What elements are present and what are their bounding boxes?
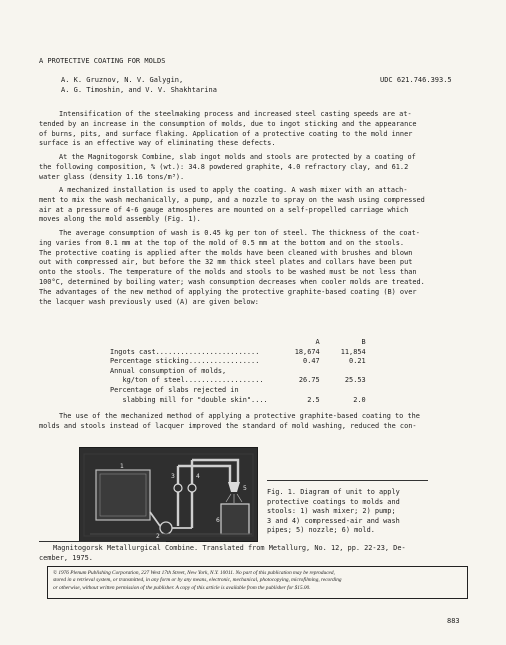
value-b — [320, 386, 366, 396]
row-label: Ingots cast......................... — [110, 347, 260, 356]
author-line-2: A. G. Timoshin, and V. V. Shakhtarina — [61, 86, 217, 94]
figure-label-3: 3 — [171, 473, 175, 480]
value-a: 26.75 — [298, 376, 320, 385]
text-line: The use of the mechanized method of applying a protective graphite-based coating to the — [59, 412, 420, 420]
footnote-line: cember, 1975. — [39, 553, 93, 562]
caption-line: 3 and 4) compressed-air and wash — [267, 516, 400, 525]
text-line: The protective coating is applied after the molds have been cleaned with brushes and blown — [39, 248, 413, 257]
table-row — [110, 348, 366, 358]
table-row — [110, 396, 366, 406]
figure-label-1: 1 — [120, 463, 124, 470]
table-corner — [110, 338, 268, 348]
author-line-1: A. K. Gruznov, N. V. Galygin, — [61, 76, 184, 84]
figure-label-4: 4 — [196, 473, 200, 480]
text-line: water glass (density 1.16 tons/m³). — [39, 172, 185, 181]
table-row — [110, 376, 366, 386]
value-b: 25.53 — [344, 376, 366, 385]
text-line: ing varies from 0.1 mm at the top of the mold of 0.5 mm at the bottom and on the stools. — [39, 238, 405, 247]
table-row — [110, 357, 366, 367]
copyright-line: or otherwise, without written permission of the publisher. A copy of this article is available from the publisher for $15.00. — [53, 584, 311, 591]
text-line: surface is an effective way of eliminating these defects. — [39, 139, 276, 148]
value-a: 0.47 — [303, 357, 320, 366]
value-b — [320, 367, 366, 377]
comparison-table — [110, 338, 366, 405]
figure-label-2: 2 — [156, 533, 160, 540]
valve-shape — [174, 484, 182, 492]
text-line: At the Magnitogorsk Combine, slab ingot molds and stools are protected by a coating of — [59, 153, 416, 161]
copyright-line: © 1976 Plenum Publishing Corporation, 227 West 17th Street, New York, N.Y. 10011. No part of this publication may be reproduced, — [53, 570, 335, 576]
paragraph-1 — [39, 110, 473, 149]
coating-unit-diagram — [80, 448, 257, 541]
footnote-separator — [39, 541, 166, 542]
page-number: 883 — [447, 617, 460, 625]
value-b: 2.0 — [353, 395, 366, 404]
footnote-line: Magnitogorsk Metallurgical Combine. Translated from Metallurg, No. 12, pp. 22-23, De- — [53, 544, 406, 552]
mold-shape — [221, 504, 249, 534]
text-line: The average consumption of wash is 0.45 kg per ton of steel. The thickness of the coat- — [59, 229, 420, 237]
text-line: ment to mix the wash mechanically, a pump, and a nozzle to spray on the wash using compressed — [39, 195, 425, 204]
copyright-line: stored in a retrieval system, or transmitted, in any form or by any means, electronic, mechanical, photocopying, microfilming, recording — [53, 577, 342, 584]
paragraph-2 — [39, 153, 473, 182]
column-header-b: B — [361, 338, 366, 346]
text-line: moves along the mold assembly (Fig. 1). — [39, 215, 201, 224]
text-line: onto the stools. The temperature of the molds and stools to be washed must be not less than — [39, 268, 417, 277]
figure-1-caption — [267, 488, 400, 536]
text-line: the lacquer wash previously used (A) are given below: — [39, 297, 259, 306]
valve-shape — [188, 484, 196, 492]
caption-line: Fig. 1. Diagram of unit to apply — [267, 488, 400, 496]
value-b: 0.21 — [349, 357, 366, 366]
table-header-row — [110, 338, 366, 348]
paragraph-5 — [39, 412, 473, 432]
row-label: Annual consumption of molds, — [110, 366, 227, 375]
pump-shape — [160, 522, 172, 534]
text-line: A mechanized installation is used to apply the coating. A wash mixer with an attach- — [59, 186, 408, 194]
text-line: out with compressed air, but before the 32 mm thick steel plates and collars have been put — [39, 258, 413, 267]
value-a — [268, 386, 320, 396]
text-line: Intensification of the steelmaking process and increased steel casting speeds are at- — [59, 110, 412, 118]
figure-label-5: 5 — [243, 485, 247, 492]
row-label: Percentage sticking................. — [110, 357, 260, 366]
row-label: Percentage of slabs rejected in — [110, 385, 239, 394]
article-title: A PROTECTIVE COATING FOR MOLDS — [39, 57, 166, 65]
paragraph-3 — [39, 186, 473, 225]
table-row — [110, 367, 366, 377]
row-label: kg/ton of steel................... — [110, 376, 264, 385]
text-line: air at a pressure of 4-6 gauge atmospheres are mounted on a self-propelled carriage which — [39, 205, 409, 214]
row-label: slabbing mill for "double skin".... — [110, 395, 268, 404]
text-line: The advantages of the new method of applying the protective graphite-based coating (B) over — [39, 287, 417, 296]
figure-1-image — [79, 447, 258, 542]
value-a — [268, 367, 320, 377]
text-line: molds and stools instead of lacquer improved the standard of mold washing, reduced the con- — [39, 421, 417, 430]
caption-rule-top — [267, 480, 428, 481]
figure-label-6: 6 — [216, 517, 220, 524]
wash-mixer-shape — [96, 470, 150, 520]
paragraph-4 — [39, 229, 473, 307]
caption-line: pipes; 5) nozzle; 6) mold. — [267, 526, 375, 535]
value-a: 18,674 — [294, 347, 320, 356]
table-row — [110, 386, 366, 396]
footnote — [39, 544, 406, 563]
text-line: 100°C, determined by boiling water; wash consumption decreases when cooler molds are treated. — [39, 277, 425, 286]
column-header-a: A — [315, 338, 320, 346]
value-b: 11,854 — [340, 347, 366, 356]
text-line: of burns, pits, and surface flaking. Application of a protective coating to the mold inner — [39, 129, 413, 138]
copyright-notice — [47, 566, 468, 599]
caption-line: stools: 1) wash mixer; 2) pump; — [267, 507, 396, 516]
value-a: 2.5 — [307, 395, 320, 404]
udc-code: UDC 621.746.393.5 — [380, 76, 452, 84]
text-line: the following composition, % (wt.): 34.8 powdered graphite, 4.0 refractory clay, and 61.2 — [39, 162, 409, 171]
caption-line: protective coatings to molds and — [267, 497, 400, 506]
text-line: tended by an increase in the consumption of molds, due to ingot sticking and the appearance — [39, 119, 417, 128]
